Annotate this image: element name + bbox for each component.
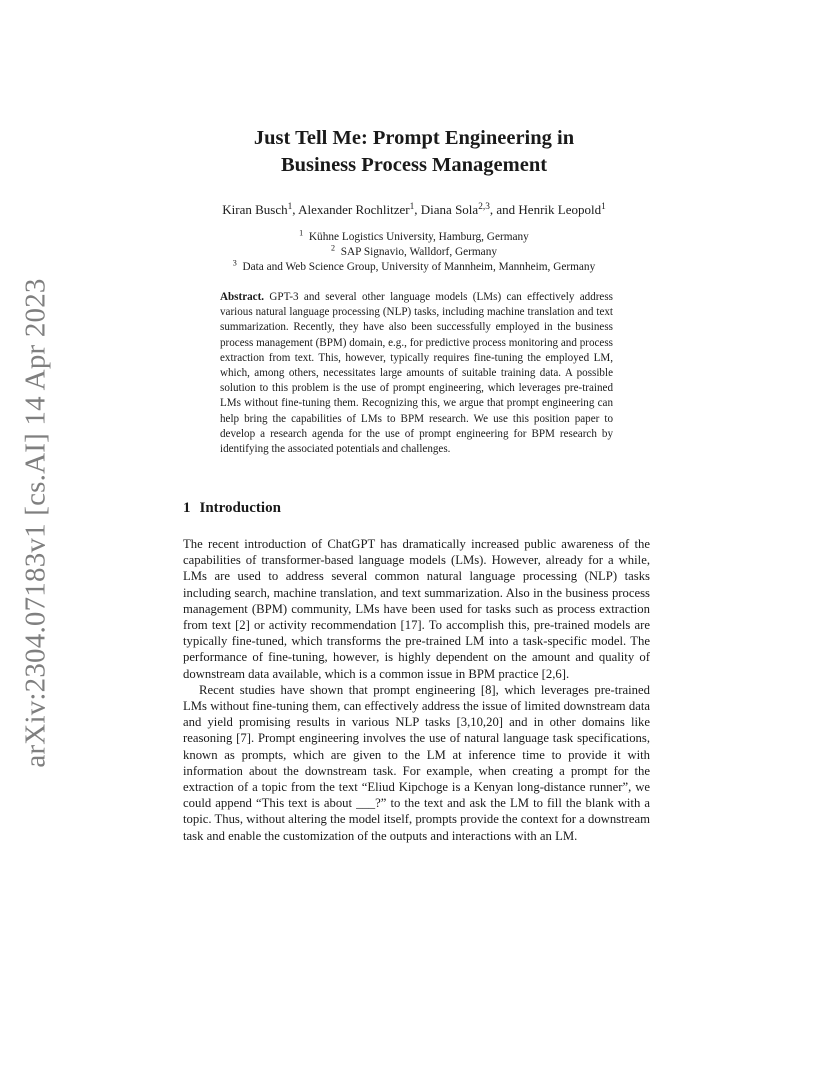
paper-title-line-1: Just Tell Me: Prompt Engineering in: [253, 127, 575, 149]
author-affiliation-mark: 2,3: [478, 201, 490, 212]
abstract-label: Abstract.: [220, 291, 265, 303]
affiliation-number: 3: [232, 258, 237, 268]
affiliation-number: 1: [299, 228, 304, 238]
author: [421, 202, 490, 217]
abstract-text: GPT-3 and several other language models (LMs) can effectively address various natural language processing (NLP) tasks, including machine translation and text summarization. Recently, they have also been successfully employed in the business process management (BPM) domain, e.g., for predictive process monitoring and process extraction from text. This, however, typically requires fine-tuning the employed LM, which, among others, necessitates large amounts of suitable training data. A possible solution to this problem is the use of prompt engineering, which leverages pre-trained LMs without fine-tuning them. Recognizing this, we argue that prompt engineering can help bring the capabilities of LMs to BPM research. We use this position paper to develop a research agenda for the use of prompt engineering for BPM research by identifying the associated potentials and challenges.: [220, 291, 613, 456]
author-name: Kiran Busch: [222, 202, 288, 217]
section-title: Introduction: [199, 500, 281, 516]
author-separator: ,: [414, 202, 421, 217]
paper-title: [0, 125, 828, 179]
section-body: [183, 536, 650, 844]
author-list: [0, 201, 828, 219]
author: [518, 202, 605, 217]
author-affiliation-mark: 1: [601, 201, 606, 212]
abstract: [220, 290, 613, 457]
author-name: Diana Sola: [420, 202, 479, 217]
affiliation-text: Data and Web Science Group, University of Mannheim, Mannheim, Germany: [242, 261, 596, 273]
paragraph: Recent studies have shown that prompt engineering [8], which leverages pre-trained LMs without fine-tuning them, can effectively address the issue of limited downstream data and yield promising results in various NLP tasks [3,10,20] and in other domains like reasoning [7]. Prompt engineering involves the use of natural language task specifications, known as prompts, which are given to the LM at inference time to provide it with information about the downstream task. For example, when creating a prompt for the extraction of a topic from the text “Eliud Kipchoge is a Kenyan long-distance runner”, we could append “This text is about ___?” to the text and ask the LM to fill the blank with a topic. Thus, without altering the model itself, prompts provide the context for a downstream task and enable the customization of the outputs and interactions with an LM.: [183, 682, 650, 843]
affiliation-number: 2: [330, 243, 336, 253]
paragraph: The recent introduction of ChatGPT has dramatically increased public awareness of the capabilities of transformer-based language models (LMs). However, already for a while, LMs are used to address several common natural language processing (NLP) tasks including search, machine translation, and text summarization. Also in the business process management (BPM) community, LMs have been used for tasks such as process extraction from text [2] or activity recommendation [17]. To accomplish this, pre-trained models are typically fine-tuned, which transforms the pre-trained LM into a task-specific model. The performance of fine-tuning, however, is highly dependent on the amount and quality of downstream data available, which is a common issue in BPM practice [2,6].: [183, 537, 650, 681]
author-name: Henrik Leopold: [518, 202, 602, 217]
author-affiliation-mark: 1: [287, 201, 293, 212]
affiliation: [0, 230, 828, 245]
affiliation-text: SAP Signavio, Walldorf, Germany: [340, 246, 497, 258]
author-affiliation-mark: 1: [409, 201, 415, 212]
section-heading: [183, 500, 281, 517]
author-name: Alexander Rochlitzer: [298, 202, 410, 217]
arxiv-identifier-text: arXiv:2304.07183v1 [cs.AI] 14 Apr 2023: [19, 278, 52, 768]
paper-title-line-2: Business Process Management: [280, 154, 548, 176]
author-separator: ,: [292, 202, 299, 217]
affiliation-list: [0, 230, 828, 275]
author-separator: , and: [489, 202, 519, 217]
affiliation-text: Kühne Logistics University, Hamburg, Germany: [308, 231, 529, 243]
section-number: 1: [183, 500, 191, 516]
affiliation: [0, 260, 828, 275]
author: [298, 202, 414, 217]
affiliation: [0, 245, 828, 260]
author: [222, 202, 292, 217]
